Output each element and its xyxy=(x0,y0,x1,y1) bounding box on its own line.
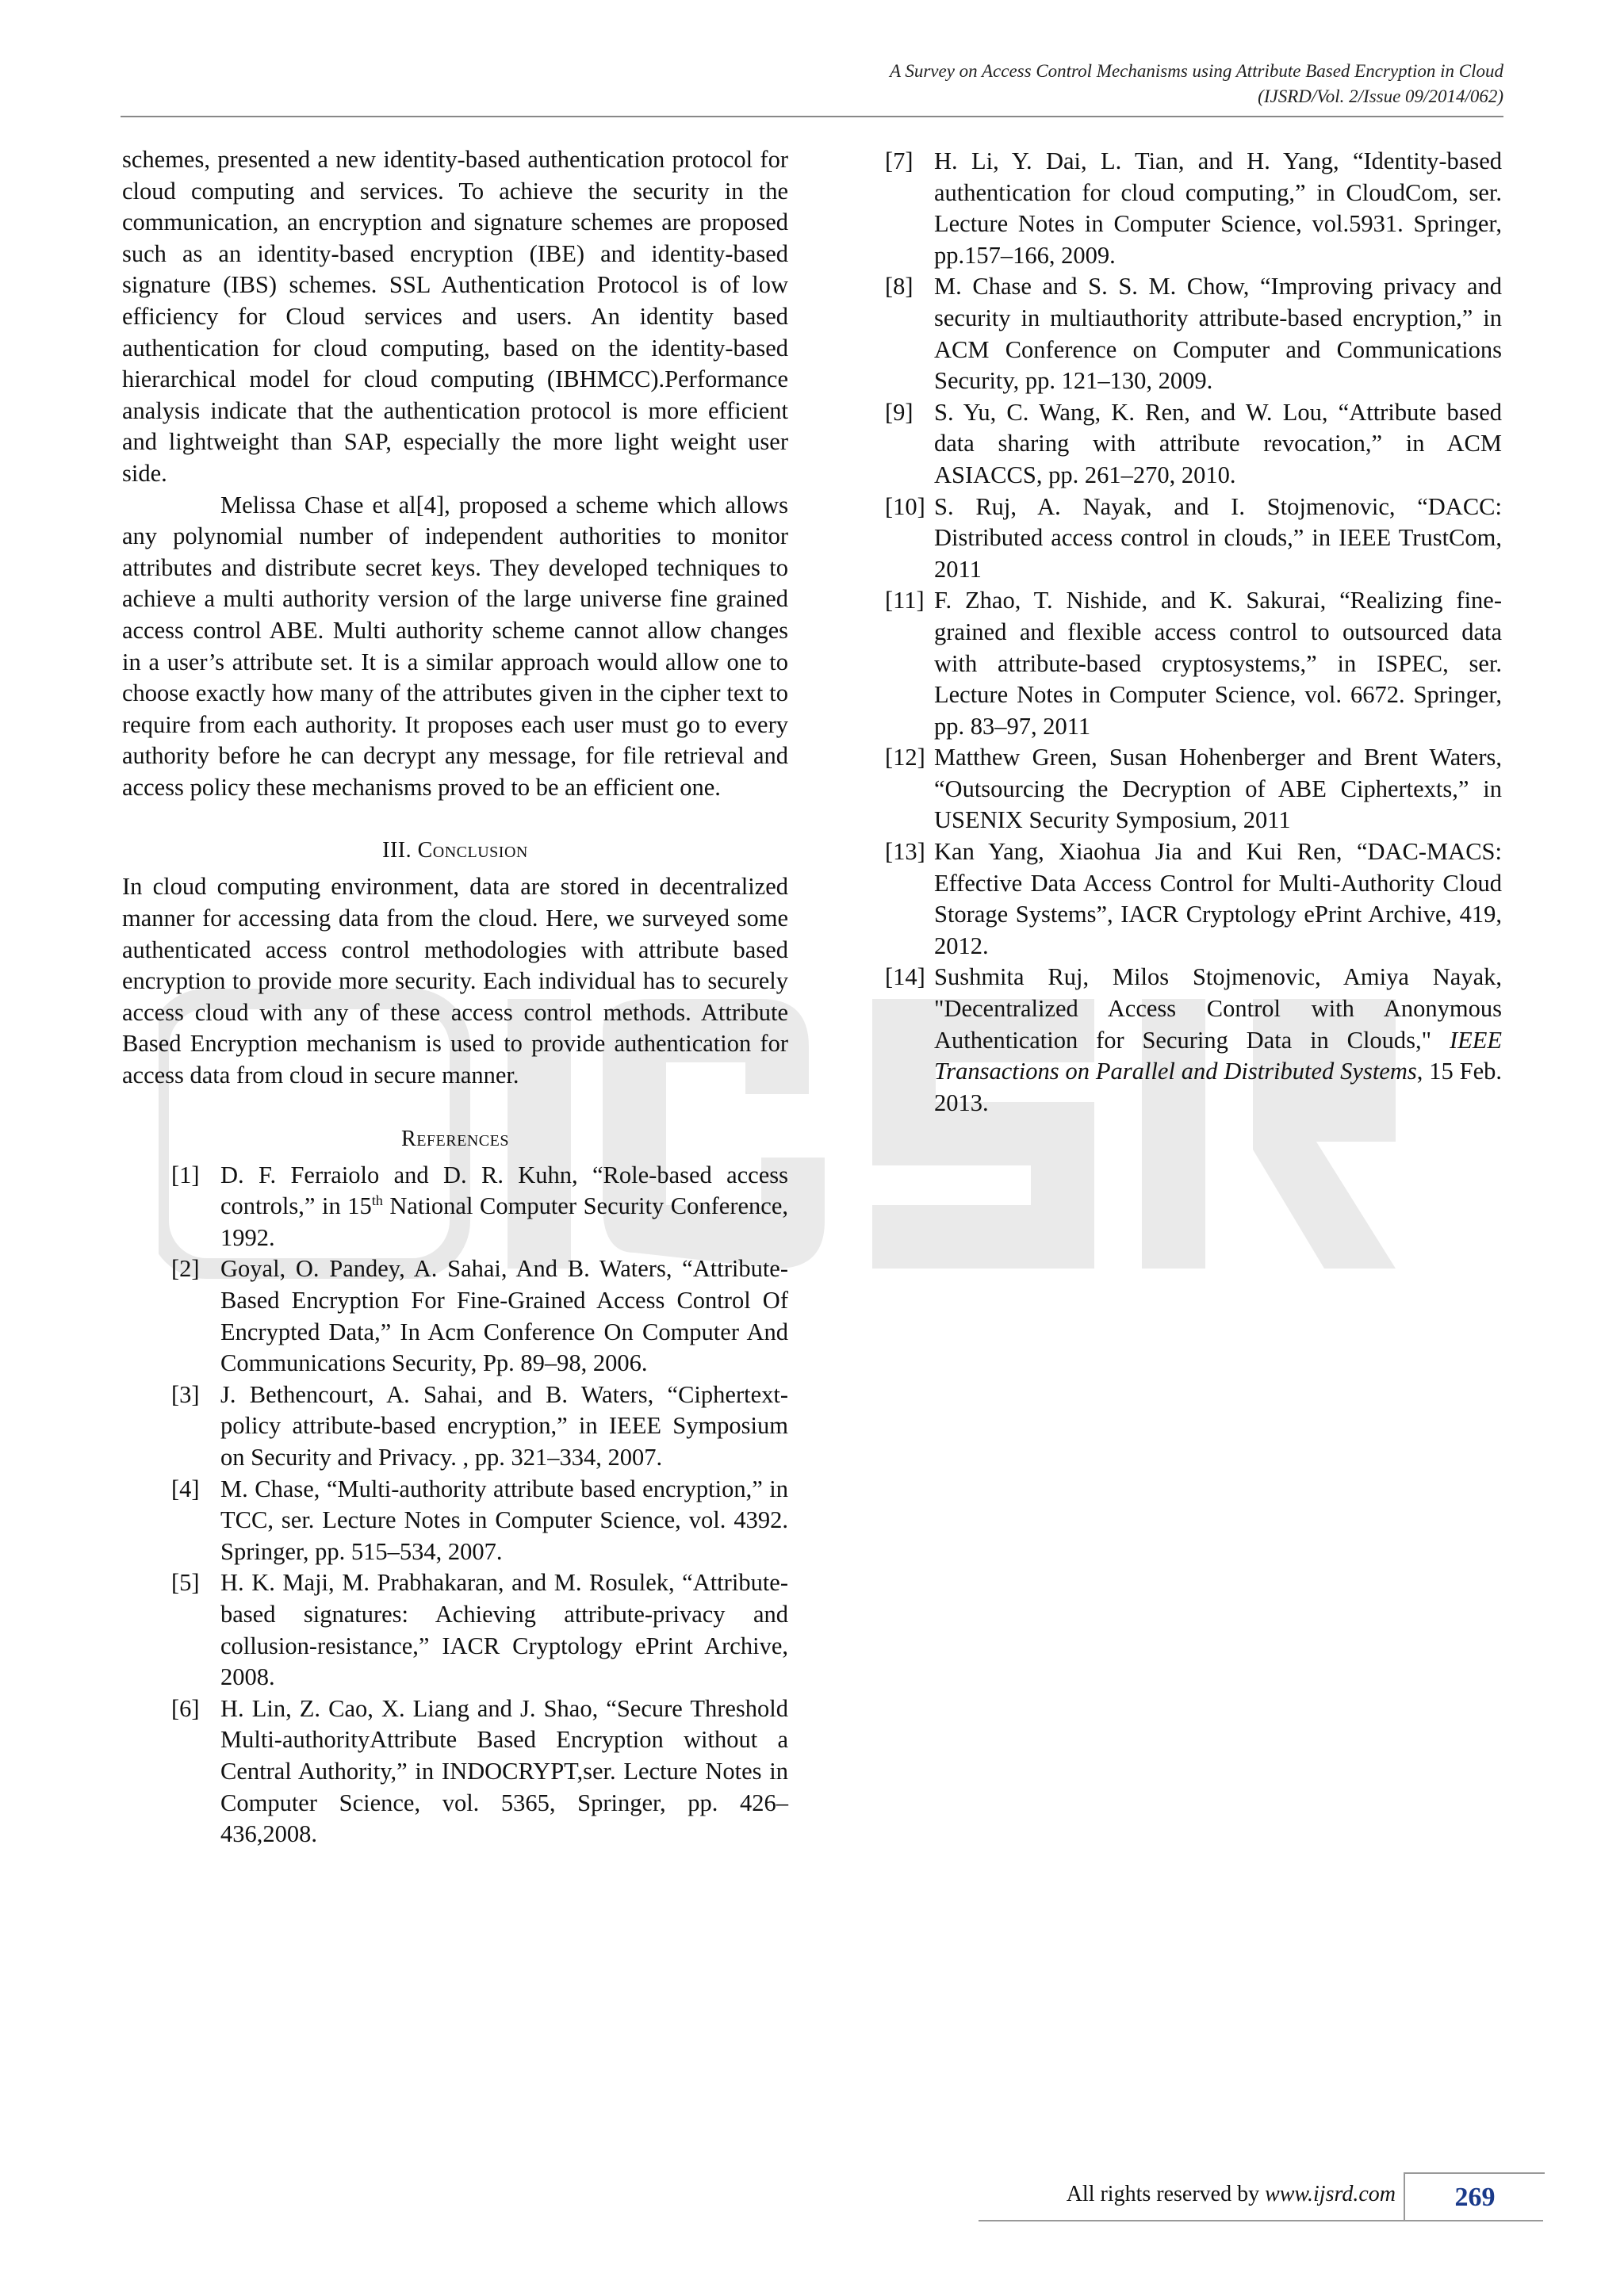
reference-number: [4] xyxy=(171,1475,200,1502)
reference-item xyxy=(171,1693,788,1850)
reference-text: M. Chase, “Multi-authority attribute based encryption,” in TCC, ser. Lecture Notes in Computer Science, vol. 4392. Springer, pp. 515–534, 2007. xyxy=(220,1475,788,1565)
footer-website-link[interactable]: www.ijsrd.com xyxy=(1265,2182,1396,2206)
reference-item xyxy=(171,1567,788,1693)
reference-item xyxy=(885,492,1502,586)
reference-item xyxy=(171,1253,788,1379)
reference-item xyxy=(885,742,1502,836)
reference-text: J. Bethencourt, A. Sahai, and B. Waters, “Ciphertext-policy attribute-based encryption,” in IEEE Symposium on Security and Privacy. , pp. 321–334, 2007. xyxy=(220,1380,788,1471)
page-number: 269 xyxy=(1404,2172,1545,2221)
reference-number: [9] xyxy=(885,398,914,426)
reference-number: [2] xyxy=(171,1255,200,1283)
reference-text: H. K. Maji, M. Prabhakaran, and M. Rosulek, “Attribute-based signatures: Achieving attribute-privacy and collusion-resistance,” IACR Cryptology ePrint Archive, 2008. xyxy=(220,1569,788,1691)
footer-rights xyxy=(952,2180,1396,2209)
body-paragraph-1: schemes, presented a new identity-based authentication protocol for cloud computing and services. To achieve the security in the communication, an encryption and signature schemes are proposed such as an identity-based encryption (IBE) and identity-based signature (IBS) schemes. SSL Authentication Protocol is of low efficiency for Cloud services and users. An identity based authentication for cloud computing, based on the identity-based hierarchical model for cloud computing (IBHMCC).Performance analysis indicate that the authentication protocol is more efficient and lightweight than SAP, especially the more light weight user side. xyxy=(122,146,788,487)
footer-rights-text: All rights reserved by xyxy=(1066,2182,1266,2206)
conclusion-paragraph: In cloud computing environment, data are stored in decentralized manner for accessing data from the cloud. Here, we surveyed some authenticated access control methodologies with attribute based encryption to provide more security. Each individual has to securely access cloud with any of these access control methods. Attribute Based Encryption mechanism is used to provide authentication for access data from cloud in secure manner. xyxy=(122,873,788,1089)
reference-item xyxy=(171,1160,788,1254)
reference-number: [1] xyxy=(171,1161,200,1188)
reference-text: H. Li, Y. Dai, L. Tian, and H. Yang, “Identity-based authentication for cloud computing,” in CloudCom, ser. Lecture Notes in Computer Science, vol.5931. Springer, pp.157–166, 2009. xyxy=(934,147,1502,269)
reference-text: Kan Yang, Xiaohua Jia and Kui Ren, “DAC-MACS: Effective Data Access Control for Multi-Authority Cloud Storage Systems”, IACR Cryptology ePrint Archive, 419, 2012. xyxy=(934,838,1502,959)
reference-item xyxy=(885,271,1502,396)
reference-item xyxy=(885,585,1502,742)
reference-text: D. F. Ferraiolo and D. R. Kuhn, “Role-based access controls,” in 15th National Computer Security Conference, 1992. xyxy=(220,1161,788,1251)
conclusion-heading: III. Conclusion xyxy=(382,838,528,863)
reference-number: [5] xyxy=(171,1569,200,1597)
running-header xyxy=(314,59,1503,109)
reference-number: [11] xyxy=(885,587,925,614)
references-heading: References xyxy=(401,1126,509,1151)
reference-number: [7] xyxy=(885,147,914,174)
header-title: A Survey on Access Control Mechanisms using Attribute Based Encryption in Cloud xyxy=(889,61,1503,81)
reference-item xyxy=(885,836,1502,962)
reference-item xyxy=(885,397,1502,492)
reference-text: Sushmita Ruj, Milos Stojmenovic, Amiya Nayak, "Decentralized Access Control with Anonymous Authentication for Securing Data in Clouds," IEEE Transactions on Parallel and Distributed Systems, 15 Feb. 2013. xyxy=(934,963,1503,1116)
reference-text: Goyal, O. Pandey, A. Sahai, And B. Waters, “Attribute-Based Encryption For Fine-Grained Access Control Of Encrypted Data,” In Acm Conference On Computer And Communications Security, Pp. 89–98, 2006. xyxy=(220,1255,788,1377)
reference-item xyxy=(885,962,1502,1119)
body-paragraph-2: Melissa Chase et al[4], proposed a scheme which allows any polynomial number of independent authorities to monitor attributes and distribute secret keys. They developed techniques to achieve a multi authority version of the large universe fine grained access control ABE. Multi authority scheme cannot allow changes in a user’s attribute set. It is a similar approach would allow one to choose exactly how many of the attributes given in the cipher text to require from each authority. It proposes each user must go to every authority before he can decrypt any message, for file retrieval and access policy these mechanisms proved to be an efficient one. xyxy=(122,491,788,801)
reference-text: F. Zhao, T. Nishide, and K. Sakurai, “Realizing fine-grained and flexible access control to outsourced data with attribute-based cryptosystems,” in ISPEC, ser. Lecture Notes in Computer Science, vol. 6672. Springer, pp. 83–97, 2011 xyxy=(934,587,1502,740)
header-citation: (IJSRD/Vol. 2/Issue 09/2014/062) xyxy=(1258,86,1503,106)
left-column xyxy=(122,144,788,1850)
footer-divider xyxy=(979,2220,1543,2221)
references-list-left xyxy=(122,1160,788,1850)
reference-item xyxy=(171,1474,788,1568)
right-column xyxy=(885,144,1502,1119)
reference-number: [6] xyxy=(171,1694,200,1722)
reference-number: [13] xyxy=(885,838,925,866)
reference-number: [8] xyxy=(885,273,914,300)
reference-text: M. Chase and S. S. M. Chow, “Improving privacy and security in multiauthority attribute-based encryption,” in ACM Conference on Computer and Communications Security, pp. 121–130, 2009. xyxy=(934,273,1502,395)
reference-number: [14] xyxy=(885,963,925,991)
reference-number: [10] xyxy=(885,492,925,520)
reference-text: S. Yu, C. Wang, K. Ren, and W. Lou, “Attribute based data sharing with attribute revocation,” in ACM ASIACCS, pp. 261–270, 2010. xyxy=(934,398,1502,488)
reference-text: H. Lin, Z. Cao, X. Liang and J. Shao, “Secure Threshold Multi-authorityAttribute Based Encryption without a Central Authority,” in INDOCRYPT,ser. Lecture Notes in Computer Science, vol. 5365, Springer, pp. 426–436,2008. xyxy=(220,1694,788,1848)
reference-item xyxy=(171,1380,788,1474)
reference-text: Matthew Green, Susan Hohenberger and Brent Waters, “Outsourcing the Decryption of ABE Ciphertexts,” in USENIX Security Symposium, 2011 xyxy=(934,744,1502,834)
reference-number: [12] xyxy=(885,744,925,771)
reference-text: S. Ruj, A. Nayak, and I. Stojmenovic, “DACC: Distributed access control in clouds,” in IEEE TrustCom, 2011 xyxy=(934,492,1502,583)
reference-number: [3] xyxy=(171,1380,200,1408)
reference-item xyxy=(885,146,1502,271)
references-list-right xyxy=(885,146,1502,1119)
header-divider xyxy=(121,116,1503,117)
